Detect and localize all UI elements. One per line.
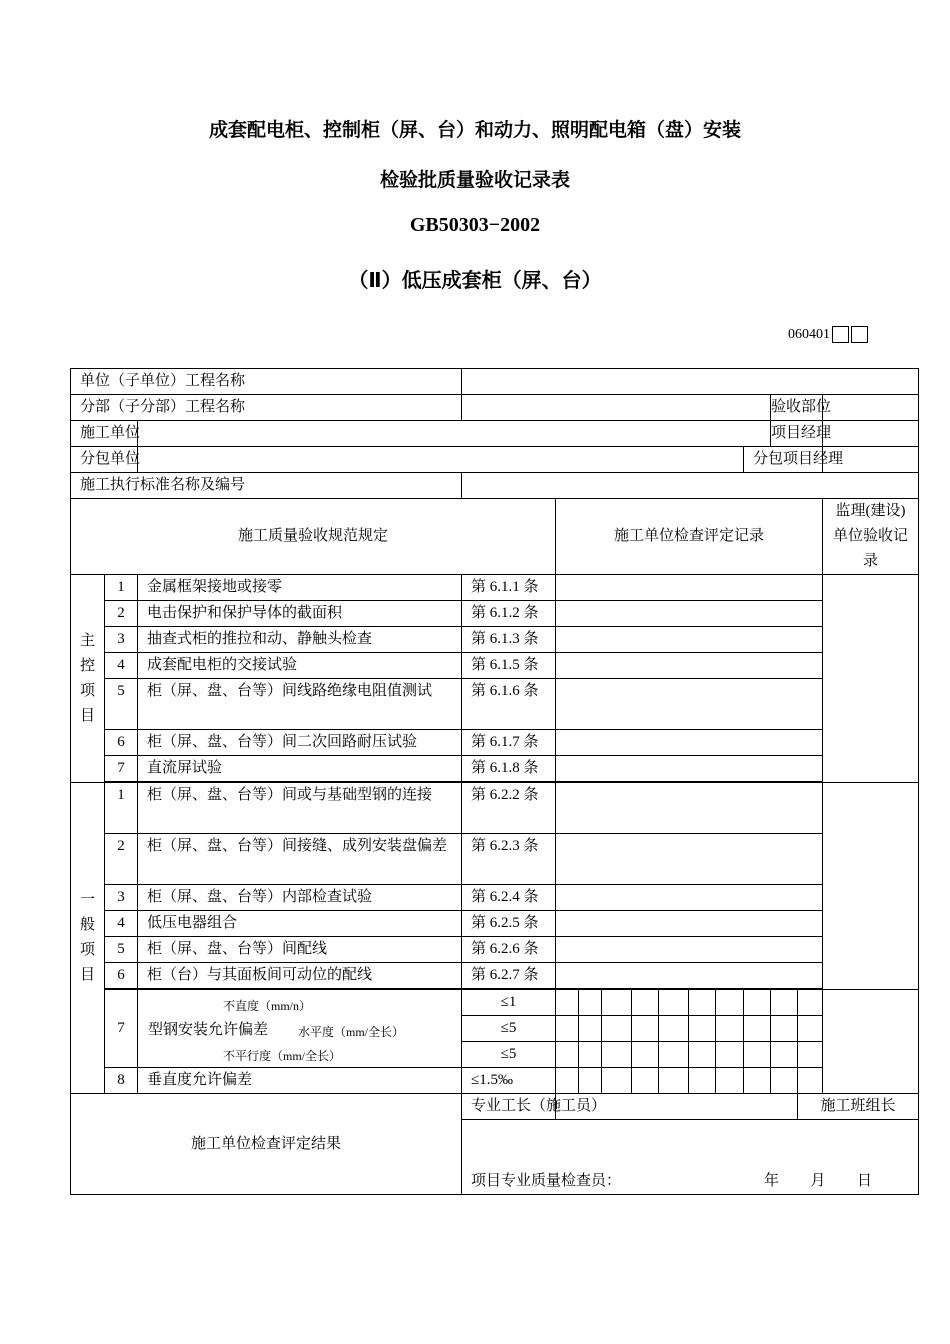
main-item-no: 3: [105, 627, 138, 653]
general-item-no: 5: [105, 937, 138, 963]
main-item-record[interactable]: [556, 653, 823, 679]
parallel-label: 不平行度（mm/全长）: [223, 1049, 342, 1063]
measure-cell[interactable]: [632, 1042, 659, 1068]
general-item-clause: 第 6.2.2 条: [462, 783, 556, 834]
measure-cell[interactable]: [556, 1042, 579, 1068]
general-item-text: 低压电器组合: [138, 911, 462, 937]
measure-cell[interactable]: [659, 1042, 689, 1068]
general-item-clause: 第 6.2.3 条: [462, 834, 556, 885]
measure-cell[interactable]: [579, 1016, 602, 1042]
main-item-no: 6: [105, 730, 138, 756]
general-item-no: 3: [105, 885, 138, 911]
measure-cell[interactable]: [716, 990, 744, 1016]
main-item-no: 7: [105, 756, 138, 782]
general-item-no: 1: [105, 783, 138, 834]
main-item-text: 金属框架接地或接零: [138, 575, 462, 601]
measure-cell[interactable]: [556, 990, 579, 1016]
team-leader-label: 施工班组长: [798, 1094, 919, 1120]
measure-cell[interactable]: [579, 990, 602, 1016]
unit-project-value[interactable]: [462, 369, 919, 395]
measure-cell[interactable]: [632, 1016, 659, 1042]
main-item-record[interactable]: [556, 730, 823, 756]
project-manager-value[interactable]: [823, 421, 919, 447]
general-item-clause: 第 6.2.6 条: [462, 937, 556, 963]
deviation-no: 7: [105, 990, 138, 1068]
date-month: 月: [810, 1173, 826, 1189]
general-item-no: 4: [105, 911, 138, 937]
subtitle: （Ⅱ）低压成套柜（屏、台）: [348, 268, 602, 292]
unit-project-label: 单位（子单位）工程名称: [71, 369, 462, 395]
main-group-label: 主控项目: [71, 575, 105, 783]
inspector-cell[interactable]: [462, 1120, 919, 1195]
measure-cell[interactable]: [632, 990, 659, 1016]
construction-unit-value[interactable]: [138, 421, 771, 447]
general-item-record[interactable]: [556, 963, 823, 989]
measure-cell[interactable]: [771, 990, 798, 1016]
measure-cell[interactable]: [689, 1042, 716, 1068]
inspection-table: [70, 368, 919, 1195]
main-item-clause: 第 6.1.3 条: [462, 627, 556, 653]
record-header: 施工单位检查评定记录: [556, 499, 823, 575]
general-item-clause: 第 6.2.5 条: [462, 911, 556, 937]
date-year: 年: [764, 1173, 780, 1189]
main-item-record[interactable]: [556, 601, 823, 627]
measure-cell[interactable]: [744, 990, 771, 1016]
title-line-1: 成套配电柜、控制柜（屏、台）和动力、照明配电箱（盘）安装: [208, 119, 741, 141]
main-item-record[interactable]: [556, 756, 823, 782]
main-item-text: 柜（屏、盘、台等）间二次回路耐压试验: [138, 730, 462, 756]
date-fields: [764, 1169, 872, 1194]
inspector-label: 项目专业质量检查员：: [471, 1173, 622, 1189]
main-item-text: 成套配电柜的交接试验: [138, 653, 462, 679]
measure-cell[interactable]: [798, 1016, 823, 1042]
measure-cell[interactable]: [771, 1042, 798, 1068]
deviation-value: ≤1: [462, 990, 556, 1016]
deviation-value: ≤5: [462, 1042, 556, 1068]
date-day: 日: [857, 1173, 873, 1189]
general-item-text: 柜（屏、盘、台等）间或与基础型钢的连接: [138, 783, 462, 834]
standard-code: GB50303−2002: [409, 214, 541, 236]
measure-cell[interactable]: [602, 1016, 632, 1042]
main-item-record[interactable]: [556, 679, 823, 730]
general-item-record[interactable]: [556, 834, 823, 885]
supervision-header: 监理(建设)单位验收记录: [823, 499, 919, 575]
general-item-record[interactable]: [556, 885, 823, 911]
main-item-clause: 第 6.1.5 条: [462, 653, 556, 679]
main-supervision-record[interactable]: [823, 575, 919, 783]
measure-cell[interactable]: [744, 1016, 771, 1042]
project-manager-label: 项目经理: [771, 421, 823, 447]
measure-cell[interactable]: [798, 1068, 823, 1094]
general-item-no: 6: [105, 963, 138, 989]
measure-cell[interactable]: [659, 1016, 689, 1042]
deviation-description: [138, 990, 462, 1068]
level-label: 水平度（mm/全长）: [298, 1025, 405, 1039]
verticality-value: ≤1.5‰: [462, 1068, 556, 1094]
measure-cell[interactable]: [632, 1068, 659, 1094]
straightness-label: 不直度（mm/n）: [223, 999, 312, 1013]
measure-cell[interactable]: [689, 990, 716, 1016]
measure-cell[interactable]: [579, 1042, 602, 1068]
standard-name-label: 施工执行标准名称及编号: [71, 473, 462, 499]
form-code-number: 060401: [788, 326, 830, 342]
general-item-text: 柜（屏、盘、台等）间接缝、成列安装盘偏差: [138, 834, 462, 885]
general-supervision-record[interactable]: [823, 783, 919, 990]
general-group-label: 一般项目: [71, 783, 105, 1094]
verticality-no: 8: [105, 1068, 138, 1094]
measure-cell[interactable]: [716, 1016, 744, 1042]
main-item-clause: 第 6.1.8 条: [462, 756, 556, 782]
acceptance-part-label: 验收部位: [771, 395, 823, 421]
code-box-2[interactable]: [851, 326, 868, 343]
main-item-record[interactable]: [556, 627, 823, 653]
subcontractor-value[interactable]: [138, 447, 744, 473]
general-item-text: 柜（屏、盘、台等）间配线: [138, 937, 462, 963]
general-item-record[interactable]: [556, 783, 823, 834]
deviation-value: ≤5: [462, 1016, 556, 1042]
code-box-1[interactable]: [832, 326, 849, 343]
main-item-text: 直流屏试验: [138, 756, 462, 782]
main-item-text: 电击保护和保护导体的截面积: [138, 601, 462, 627]
main-item-record[interactable]: [556, 575, 823, 601]
subcontractor-label: 分包单位: [71, 447, 138, 473]
form-code: [788, 326, 868, 343]
main-item-text: 抽查式柜的推拉和动、静触头检查: [138, 627, 462, 653]
title-line-2: 检验批质量验收记录表: [379, 169, 570, 191]
spec-header: 施工质量验收规范规定: [71, 499, 556, 575]
division-project-value[interactable]: [462, 395, 771, 421]
main-item-no: 4: [105, 653, 138, 679]
measure-cell[interactable]: [659, 990, 689, 1016]
standard-name-value[interactable]: [462, 473, 919, 499]
main-item-no: 5: [105, 679, 138, 730]
measure-cell[interactable]: [556, 1068, 579, 1094]
main-item-clause: 第 6.1.6 条: [462, 679, 556, 730]
result-label: 施工单位检查评定结果: [71, 1094, 462, 1195]
measure-cell[interactable]: [689, 1016, 716, 1042]
general-item-text: 柜（屏、盘、台等）内部检查试验: [138, 885, 462, 911]
measure-cell[interactable]: [689, 1068, 716, 1094]
division-project-label: 分部（子分部）工程名称: [71, 395, 462, 421]
deviation-supervision-record[interactable]: [823, 990, 919, 1094]
general-item-record[interactable]: [556, 911, 823, 937]
verticality-text: 垂直度允许偏差: [138, 1068, 462, 1094]
deviation-label: 型钢安装允许偏差: [148, 1022, 269, 1038]
measure-cell[interactable]: [659, 1068, 689, 1094]
measure-cell[interactable]: [602, 990, 632, 1016]
main-item-clause: 第 6.1.7 条: [462, 730, 556, 756]
foreman-label: 专业工长（施工员）: [462, 1094, 556, 1120]
construction-unit-label: 施工单位: [71, 421, 138, 447]
measure-cell[interactable]: [716, 1068, 744, 1094]
general-item-record[interactable]: [556, 937, 823, 963]
general-item-clause: 第 6.2.7 条: [462, 963, 556, 989]
measure-cell[interactable]: [798, 1042, 823, 1068]
measure-cell[interactable]: [556, 1016, 579, 1042]
general-item-clause: 第 6.2.4 条: [462, 885, 556, 911]
measure-cell[interactable]: [602, 1042, 632, 1068]
general-item-text: 柜（台）与其面板间可动位的配线: [138, 963, 462, 989]
main-item-no: 1: [105, 575, 138, 601]
measure-cell[interactable]: [771, 1068, 798, 1094]
main-item-no: 2: [105, 601, 138, 627]
main-item-clause: 第 6.1.2 条: [462, 601, 556, 627]
measure-cell[interactable]: [771, 1016, 798, 1042]
measure-cell[interactable]: [798, 990, 823, 1016]
main-item-text: 柜（屏、盘、台等）间线路绝缘电阻值测试: [138, 679, 462, 730]
measure-cell[interactable]: [579, 1068, 602, 1094]
acceptance-part-value[interactable]: [823, 395, 919, 421]
main-item-clause: 第 6.1.1 条: [462, 575, 556, 601]
sub-pm-label: 分包项目经理: [744, 447, 823, 473]
measure-cell[interactable]: [716, 1042, 744, 1068]
measure-cell[interactable]: [744, 1042, 771, 1068]
measure-cell[interactable]: [602, 1068, 632, 1094]
general-item-no: 2: [105, 834, 138, 885]
measure-cell[interactable]: [744, 1068, 771, 1094]
